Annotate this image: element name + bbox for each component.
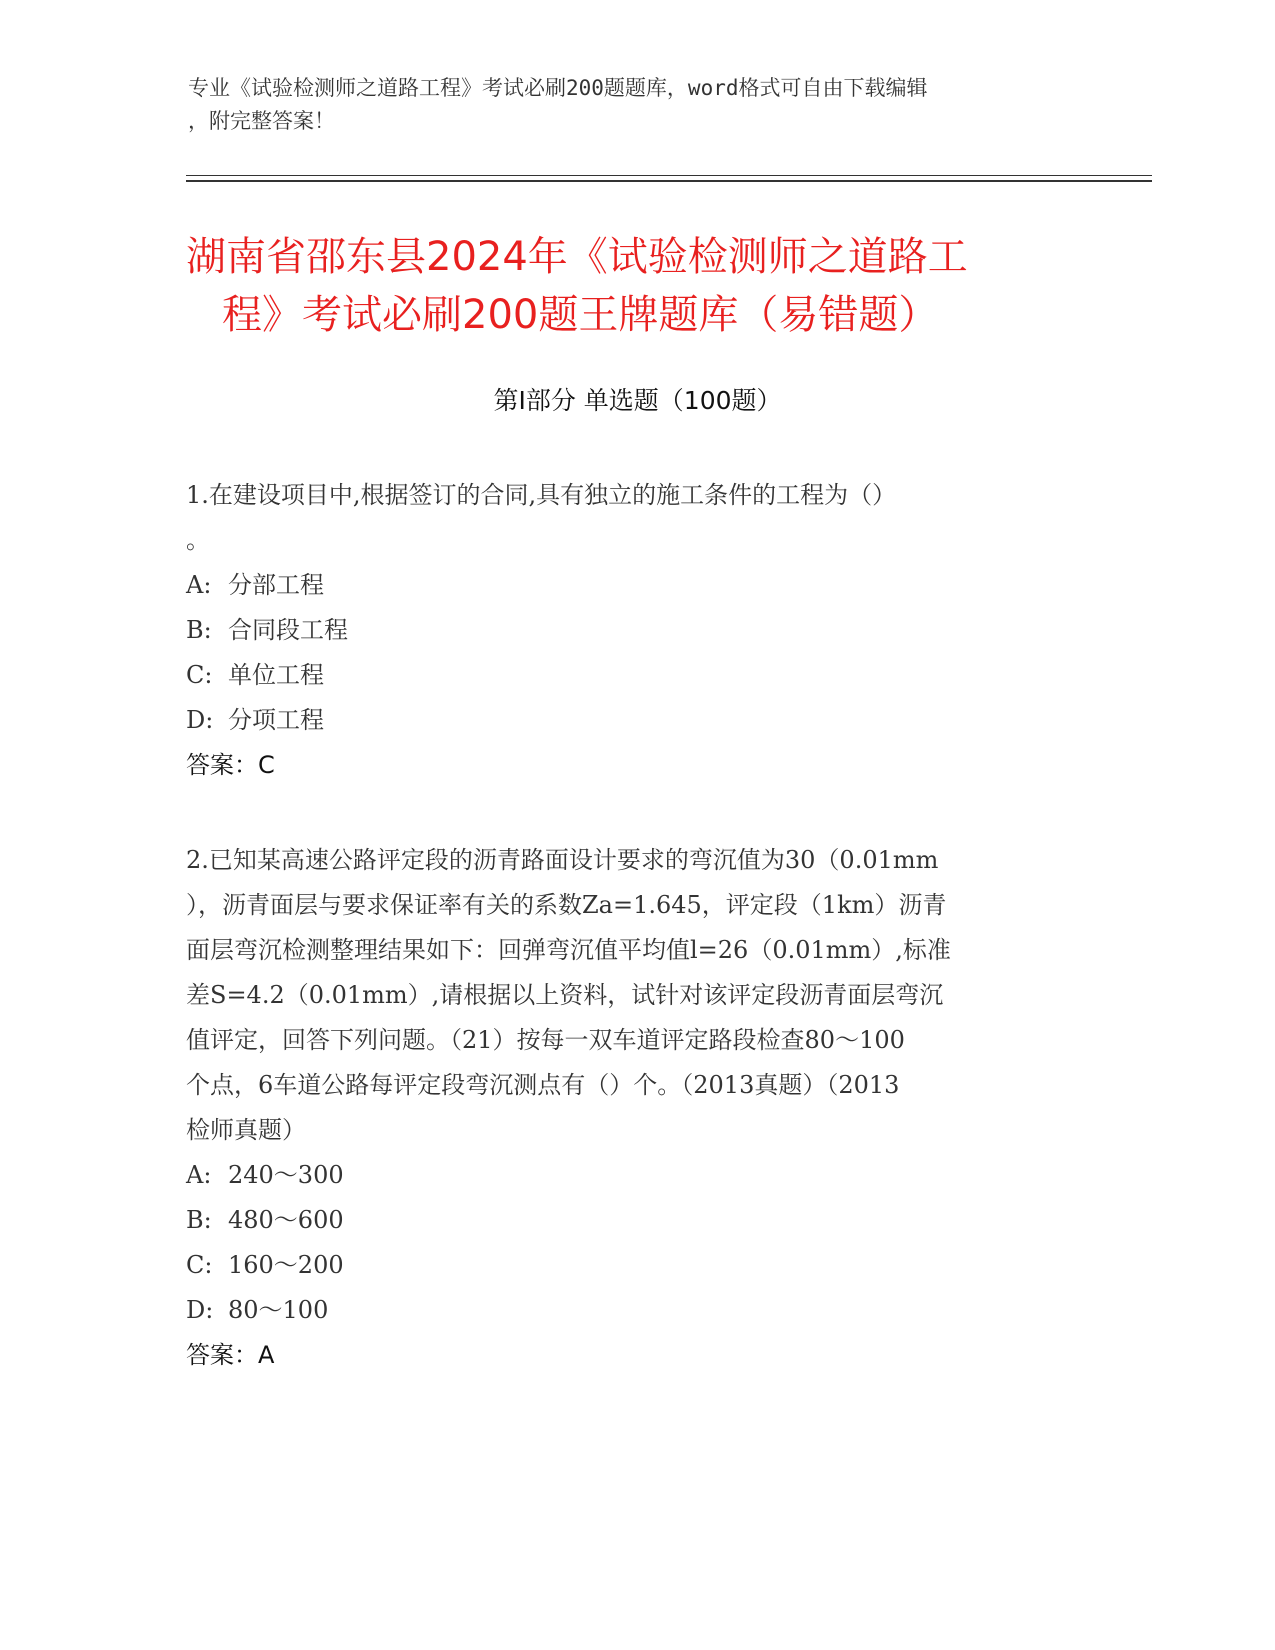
option-key: A: [186, 1161, 212, 1189]
option-key: B: [186, 616, 212, 644]
question-stem-line: ），沥青面层与要求保证率有关的系数Za=1.645，评定段（1km）沥青 [186, 891, 947, 919]
option-a [186, 563, 1086, 608]
answer: 答案：A [186, 1341, 275, 1369]
option-d [186, 1288, 1086, 1333]
option-b [186, 608, 1086, 653]
option-text: 合同段工程 [228, 616, 348, 644]
option-a [186, 1153, 1086, 1198]
question-stem-line: 值评定，回答下列问题。（21）按每一双车道评定路段检查80～100 [186, 1026, 905, 1054]
option-key: D: [186, 1296, 214, 1324]
document-title-line-2: 程》考试必刷200题王牌题库（易错题） [222, 292, 939, 338]
option-key: C: [186, 1251, 213, 1279]
question-stem-line: 2.已知某高速公路评定段的沥青路面设计要求的弯沉值为30（0.01mm [186, 846, 939, 874]
question-stem-line: 差S=4.2（0.01mm）,请根据以上资料，试针对该评定段沥青面层弯沉 [186, 981, 944, 1009]
option-b [186, 1198, 1086, 1243]
header-divider-thin [186, 175, 1152, 176]
header-note-line-1: 专业《试验检测师之道路工程》考试必刷200题题库，word格式可自由下载编辑 [188, 76, 928, 100]
document-title [186, 228, 1086, 344]
option-key: C: [186, 661, 213, 689]
question-stem-line: 检师真题） [186, 1116, 306, 1144]
option-d [186, 698, 1086, 743]
option-text: 分部工程 [228, 571, 324, 599]
header-note [188, 72, 1088, 138]
document-title-line-1: 湖南省邵东县2024年《试验检测师之道路工 [186, 234, 968, 280]
option-c [186, 1243, 1086, 1288]
question-stem-line: 个点，6车道公路每评定段弯沉测点有（）个。（2013真题）（2013 [186, 1071, 900, 1099]
option-key: D: [186, 706, 214, 734]
question-stem-line: 。 [186, 526, 210, 554]
option-text: 160～200 [228, 1251, 344, 1279]
option-text: 240～300 [228, 1161, 344, 1189]
question-stem-line: 1.在建设项目中,根据签订的合同,具有独立的施工条件的工程为（） [186, 481, 897, 509]
option-text: 80～100 [228, 1296, 329, 1324]
question-2 [186, 838, 1086, 1378]
question-stem-line: 面层弯沉检测整理结果如下：回弹弯沉值平均值l=26（0.01mm）,标准 [186, 936, 951, 964]
answer: 答案：C [186, 751, 275, 779]
header-note-line-2: ，附完整答案！ [188, 109, 335, 133]
option-key: A: [186, 571, 212, 599]
option-c [186, 653, 1086, 698]
option-text: 单位工程 [228, 661, 324, 689]
option-key: B: [186, 1206, 212, 1234]
option-text: 480～600 [228, 1206, 344, 1234]
question-1 [186, 473, 1086, 788]
section-heading: 第Ⅰ部分 单选题（100题） [493, 386, 782, 415]
header-divider-thick [186, 180, 1152, 182]
option-text: 分项工程 [228, 706, 324, 734]
